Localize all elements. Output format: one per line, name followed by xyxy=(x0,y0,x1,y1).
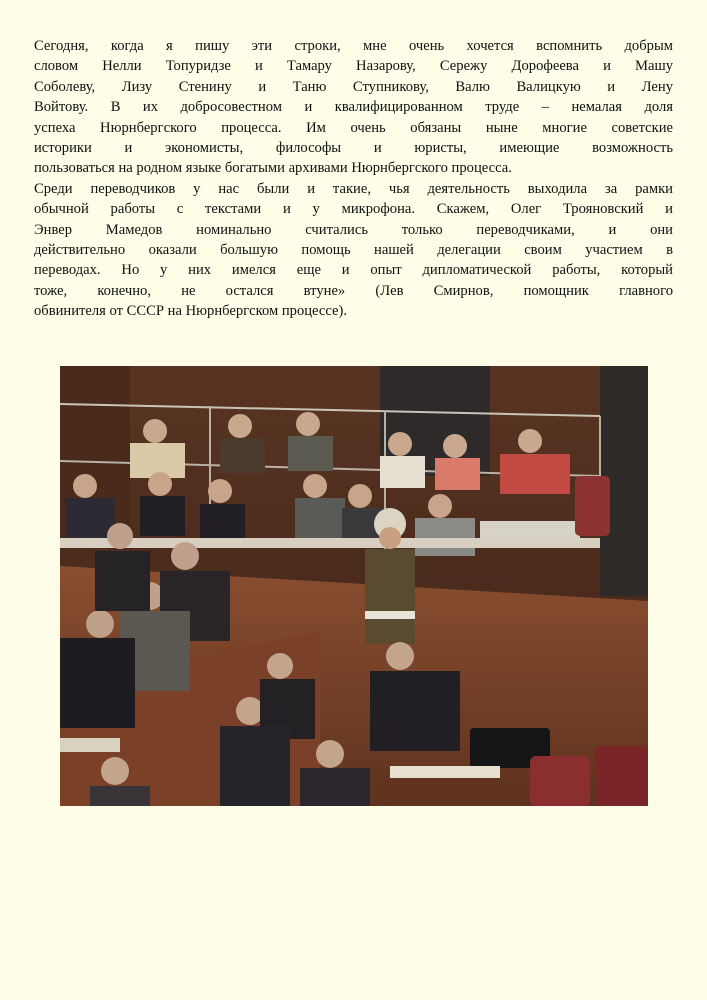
text-line: тоже, конечно, не остался втуне» (Лев Смирнов, помощник главного xyxy=(34,282,673,299)
text-line: Соболеву, Лизу Стенину и Таню Ступникову, Валю Валицкую и Лену xyxy=(34,78,673,95)
text-line: обвинителя от СССР на Нюрнбергском процессе). xyxy=(34,303,348,320)
courtroom-photo-illustration xyxy=(60,366,648,806)
text-line: историки и экономисты, философы и юристы, имеющие возможность xyxy=(34,140,673,157)
body-text xyxy=(34,36,673,322)
text-line: пользоваться на родном языке богатыми архивами Нюрнбергского процесса. xyxy=(34,160,512,177)
text-line: Войтову. В их добросовестном и квалифицированном труде – немалая доля xyxy=(34,99,673,116)
text-line: Среди переводчиков у нас были и такие, чья деятельность выходила за рамки xyxy=(34,180,673,197)
text-line: обычной работы с текстами и у микрофона. Скажем, Олег Трояновский и xyxy=(34,201,673,218)
text-line: успеха Нюрнбергского процесса. Им очень обязаны ныне многие советские xyxy=(34,119,673,136)
text-line: Сегодня, когда я пишу эти строки, мне очень хочется вспомнить добрым xyxy=(34,38,673,54)
text-line: действительно оказали большую помощь нашей делегации своим участием в xyxy=(34,242,673,259)
courtroom-photo xyxy=(60,366,648,806)
text-line: Энвер Мамедов номинально считались только переводчиками, и они xyxy=(34,221,673,238)
text-line: словом Нелли Топуридзе и Тамару Назарову, Сережу Дорофеева и Машу xyxy=(34,58,673,75)
text-line: переводах. Но у них имелся еще и опыт дипломатической работы, который xyxy=(34,262,673,279)
